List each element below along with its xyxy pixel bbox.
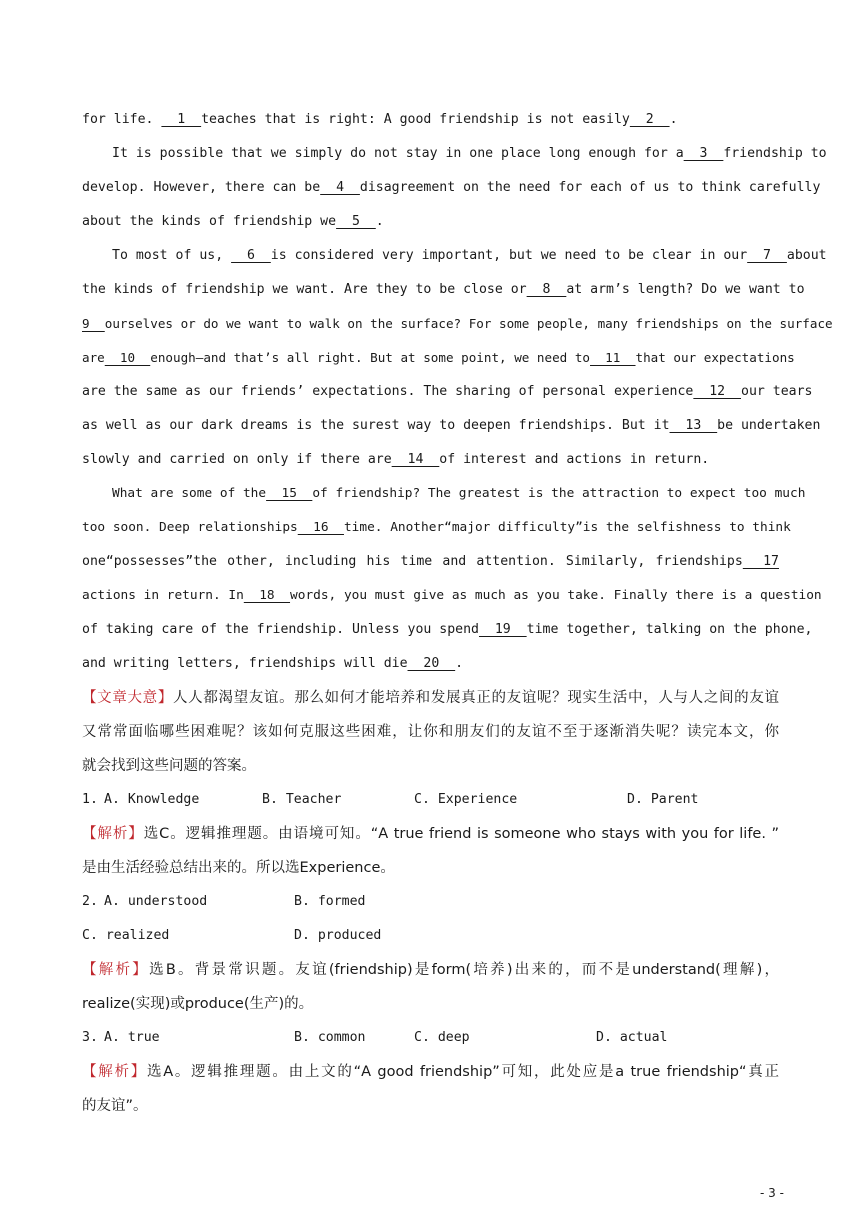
passage-text: disagreement on the need for each of us to think carefully	[359, 180, 821, 195]
question-number: 1.	[82, 792, 98, 807]
question-2-options-cd	[82, 919, 779, 953]
passage-text: is considered very important, but we need to be clear in our	[270, 248, 748, 263]
page-number: - 3 -	[760, 1186, 784, 1200]
passage-line	[82, 273, 805, 307]
passage-line	[82, 137, 827, 171]
analysis-line	[82, 953, 779, 987]
passage-text: of taking care of the friendship. Unless you spend	[82, 622, 479, 637]
passage-text: .	[375, 214, 384, 229]
question-3-options	[82, 1021, 779, 1055]
passage-text: the kinds of friendship we want. Are they to be close or	[82, 282, 527, 297]
passage-text: as well as our dark dreams is the surest way to deepen friendships. But it	[82, 418, 670, 433]
passage-text: time. Another“major difficulty”is the selfishness to think	[343, 520, 791, 535]
blank-2: 2	[629, 112, 670, 127]
blank-10: 10	[104, 350, 151, 365]
analysis-line	[82, 851, 779, 885]
passage-line	[82, 307, 833, 341]
blank-6: 6	[231, 248, 271, 263]
passage-text: about	[786, 248, 827, 263]
analysis-tag: 【解析】	[82, 826, 144, 842]
analysis-line	[82, 1055, 779, 1089]
passage-text: are the same as our friends’ expectations. The sharing of personal experience	[82, 384, 694, 399]
summary-line	[82, 749, 779, 783]
passage-text: too soon. Deep relationships	[82, 520, 298, 535]
analysis-text: 选B。背景常识题。友谊(friendship)是form(培养)出来的，而不是understand(理解)，	[149, 962, 779, 978]
option-a: A. Knowledge	[104, 792, 200, 807]
passage-line	[82, 545, 779, 579]
passage-text: ourselves or do we want to walk on the surface? For some people, many friendships on the surface	[104, 316, 833, 331]
option-c: C. deep	[414, 1030, 470, 1045]
analysis-line	[82, 817, 779, 851]
analysis-line	[82, 987, 779, 1021]
passage-line	[82, 511, 791, 545]
blank-9: 9	[82, 316, 105, 331]
blank-20: 20	[407, 656, 456, 671]
question-1-options	[82, 783, 779, 817]
blank-1: 1	[161, 112, 202, 127]
passage-line	[82, 647, 779, 681]
passage-text: slowly and carried on only if there are	[82, 452, 392, 467]
blank-4: 4	[320, 180, 360, 195]
passage-line	[82, 171, 821, 205]
passage-line	[82, 443, 779, 477]
passage-text: It is possible that we simply do not stay in one place long enough for a	[112, 146, 684, 161]
passage-text: words, you must give as much as you take. Finally there is a question	[290, 588, 822, 603]
passage-text: are	[82, 350, 105, 365]
question-2-options-ab	[82, 885, 779, 919]
blank-13: 13	[669, 418, 718, 433]
passage-text: of friendship? The greatest is the attraction to expect too much	[312, 486, 806, 501]
option-b: B. Teacher	[262, 792, 342, 807]
passage-text: for life.	[82, 112, 162, 127]
passage-line	[82, 341, 795, 375]
passage-text: about the kinds of friendship we	[82, 214, 337, 229]
analysis-text: 是由生活经验总结出来的。所以选Experience。	[82, 860, 395, 876]
blank-11: 11	[590, 350, 636, 365]
blank-8: 8	[526, 282, 567, 297]
passage-line	[82, 579, 822, 613]
passage-text: teaches that is right: A good friendship is not easily	[201, 112, 630, 127]
summary-line	[82, 715, 779, 749]
passage-text: of interest and actions in return.	[439, 452, 710, 467]
option-c: C. Experience	[414, 792, 518, 807]
passage-text: enough—and that’s all right. But at some point, we need to	[150, 350, 591, 365]
option-c: C. realized	[82, 928, 170, 943]
passage-line	[82, 613, 813, 647]
blank-3: 3	[683, 146, 724, 161]
blank-14: 14	[391, 452, 440, 467]
passage-line	[82, 205, 779, 239]
passage-text: that our expectations	[635, 350, 795, 365]
passage-text: at arm’s length? Do we want to	[566, 282, 805, 297]
analysis-text: 选C。逻辑推理题。由语境可知。“A true friend is someone who stays with you for life. ”	[143, 826, 780, 842]
blank-5: 5	[336, 214, 376, 229]
analysis-line	[82, 1089, 779, 1123]
passage-line	[82, 103, 779, 137]
question-number: 2.	[82, 894, 98, 909]
passage-text: actions in return. In	[82, 588, 244, 603]
passage-text: To most of us,	[112, 248, 232, 263]
passage-text: be undertaken	[717, 418, 821, 433]
blank-16: 16	[297, 520, 344, 535]
passage-text: .	[669, 112, 678, 127]
analysis-text: realize(实现)或produce(生产)的。	[82, 996, 314, 1012]
summary-tag: 【文章大意】	[82, 690, 173, 706]
passage-text: our tears	[741, 384, 813, 399]
page-content	[82, 103, 833, 1123]
option-a: A. understood	[104, 894, 208, 909]
option-d: D. Parent	[627, 792, 699, 807]
summary-text: 人人都渴望友谊。那么如何才能培养和发展真正的友谊呢？现实生活中，人与人之间的友谊	[173, 690, 779, 706]
option-b: B. common	[294, 1030, 366, 1045]
blank-17: 17	[742, 554, 779, 569]
analysis-tag: 【解析】	[82, 1064, 147, 1080]
analysis-text: 的友谊”。	[82, 1098, 148, 1114]
blank-19: 19	[478, 622, 527, 637]
passage-text: develop. However, there can be	[82, 180, 321, 195]
passage-text: What are some of the	[112, 486, 267, 501]
option-a: A. true	[104, 1030, 160, 1045]
passage-text: time together, talking on the phone,	[526, 622, 813, 637]
option-b: B. formed	[294, 894, 366, 909]
blank-18: 18	[243, 588, 291, 603]
passage-text: one“possesses”the other, including his time and attention. Similarly, friendships	[82, 554, 743, 569]
passage-line	[82, 375, 813, 409]
analysis-text: 选A。逻辑推理题。由上文的“A good friendship”可知，此处应是a true friendship“真正	[146, 1064, 779, 1080]
analysis-tag: 【解析】	[82, 962, 150, 978]
blank-7: 7	[747, 248, 787, 263]
passage-text: .	[455, 656, 464, 671]
option-d: D. produced	[294, 928, 382, 943]
passage-line	[82, 409, 821, 443]
blank-15: 15	[266, 486, 313, 501]
passage-text: and writing letters, friendships will die	[82, 656, 408, 671]
option-d: D. actual	[596, 1030, 668, 1045]
summary-text: 又常常面临哪些困难呢？该如何克服这些困难，让你和朋友们的友谊不至于逐渐消失呢？读完本文，你	[82, 724, 779, 740]
passage-line	[82, 239, 827, 273]
passage-line	[82, 477, 806, 511]
question-number: 3.	[82, 1030, 98, 1045]
blank-12: 12	[693, 384, 741, 399]
summary-line	[82, 681, 779, 715]
summary-text: 就会找到这些问题的答案。	[82, 758, 256, 774]
passage-text: friendship to	[723, 146, 827, 161]
